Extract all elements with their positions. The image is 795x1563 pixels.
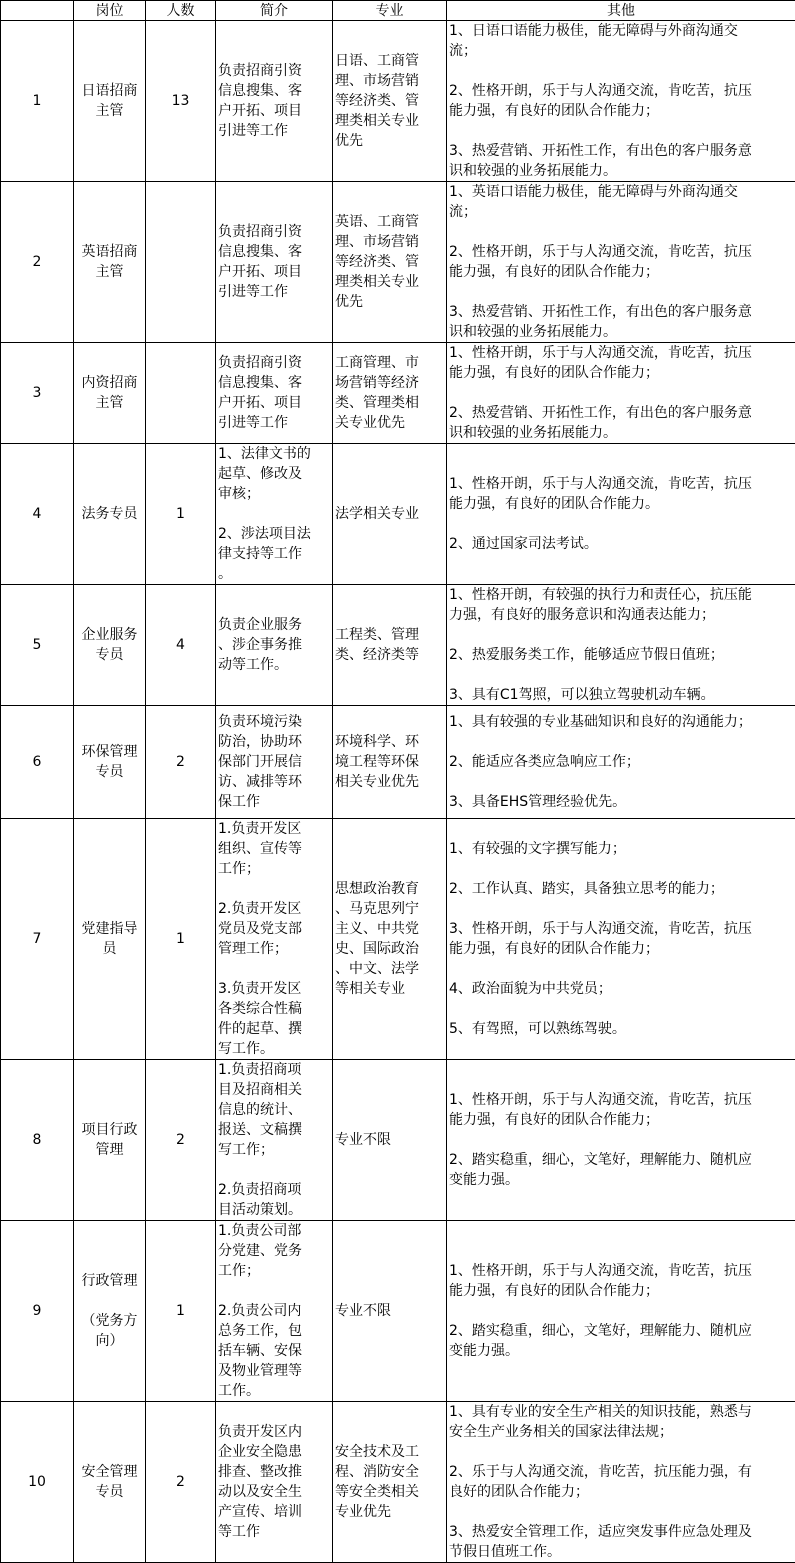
table-row bbox=[1, 1060, 795, 1221]
intro-text: 负责企业服务 、涉企事务推 动等工作。 bbox=[218, 615, 330, 675]
intro-text: 1.负责开发区 组织、宣传等 工作； 2.负责开发区 党员及党支部 管理工作； 3.负责开发区 各类综合性稿 件的起草、撰 写工作。 bbox=[218, 819, 330, 1059]
position-text: 英语招商 主管 bbox=[76, 242, 143, 282]
intro-cell bbox=[216, 343, 333, 444]
intro-cell bbox=[216, 585, 333, 706]
position-text: 日语招商 主管 bbox=[76, 81, 143, 121]
other-cell bbox=[447, 1402, 795, 1563]
intro-cell bbox=[216, 1402, 333, 1563]
major-text: 专业不限 bbox=[335, 1130, 444, 1150]
count-cell: 2 bbox=[146, 1402, 216, 1563]
position-text: 法务专员 bbox=[76, 504, 143, 524]
row-number: 6 bbox=[1, 706, 74, 819]
count-cell: 1 bbox=[146, 444, 216, 585]
position-text: 党建指导 员 bbox=[76, 919, 143, 959]
major-text: 思想政治教育 、马克思列宁 主义、中共党 史、国际政治 、中文、法学 等相关专业 bbox=[335, 879, 444, 999]
position-text: 安全管理 专员 bbox=[76, 1462, 143, 1502]
table-row bbox=[1, 1402, 795, 1563]
other-cell bbox=[447, 21, 795, 182]
intro-cell bbox=[216, 1060, 333, 1221]
major-text: 英语、工商管 理、市场营销 等经济类、管 理类相关专业 优先 bbox=[335, 212, 444, 312]
other-cell bbox=[447, 1060, 795, 1221]
major-cell bbox=[333, 1402, 447, 1563]
intro-cell bbox=[216, 819, 333, 1060]
major-cell bbox=[333, 343, 447, 444]
intro-text: 1、法律文书的 起草、修改及 审核； 2、涉法项目法 律支持等工作 。 bbox=[218, 444, 330, 584]
other-cell bbox=[447, 585, 795, 706]
table-row bbox=[1, 1221, 795, 1402]
intro-text: 负责招商引资 信息搜集、客 户开拓、项目 引进等工作 bbox=[218, 353, 330, 433]
other-cell bbox=[447, 1221, 795, 1402]
other-text: 1、性格开朗，乐于与人沟通交流，肯吃苦，抗压 能力强，有良好的团队合作能力； 2、踏实稳重，细心，文笔好，理解能力、随机应 变能力强。 bbox=[449, 1090, 793, 1190]
header-major: 专业 bbox=[333, 1, 447, 21]
row-number: 5 bbox=[1, 585, 74, 706]
row-number: 8 bbox=[1, 1060, 74, 1221]
major-text: 法学相关专业 bbox=[335, 504, 444, 524]
major-cell bbox=[333, 819, 447, 1060]
position-cell bbox=[74, 1060, 146, 1221]
count-cell: 1 bbox=[146, 1221, 216, 1402]
count-cell: 13 bbox=[146, 21, 216, 182]
intro-text: 负责开发区内 企业安全隐患 排查、整改推 动以及安全生 产宣传、培训 等工作 bbox=[218, 1422, 330, 1542]
position-cell bbox=[74, 1402, 146, 1563]
table-row bbox=[1, 585, 795, 706]
table-row bbox=[1, 819, 795, 1060]
position-cell bbox=[74, 1221, 146, 1402]
header-no bbox=[1, 1, 74, 21]
major-cell bbox=[333, 706, 447, 819]
intro-cell bbox=[216, 706, 333, 819]
header-other: 其他 bbox=[447, 1, 795, 21]
table-row bbox=[1, 706, 795, 819]
header-position: 岗位 bbox=[74, 1, 146, 21]
intro-cell bbox=[216, 444, 333, 585]
table-row bbox=[1, 444, 795, 585]
other-cell bbox=[447, 819, 795, 1060]
other-cell bbox=[447, 444, 795, 585]
intro-text: 负责招商引资 信息搜集、客 户开拓、项目 引进等工作 bbox=[218, 222, 330, 302]
major-cell bbox=[333, 585, 447, 706]
position-text: 行政管理 （党务方 向） bbox=[76, 1271, 143, 1351]
other-text: 1、性格开朗，乐于与人沟通交流，肯吃苦，抗压 能力强，有良好的团队合作能力。 2、通过国家司法考试。 bbox=[449, 474, 793, 554]
count-cell: 4 bbox=[146, 585, 216, 706]
major-cell bbox=[333, 444, 447, 585]
other-text: 1、性格开朗，乐于与人沟通交流，肯吃苦，抗压 能力强，有良好的团队合作能力； 2、踏实稳重，细心，文笔好，理解能力、随机应 变能力强。 bbox=[449, 1261, 793, 1361]
header-row bbox=[1, 1, 795, 21]
major-cell bbox=[333, 182, 447, 343]
position-text: 项目行政 管理 bbox=[76, 1120, 143, 1160]
position-cell bbox=[74, 343, 146, 444]
other-text: 1、性格开朗，乐于与人沟通交流，肯吃苦，抗压 能力强，有良好的团队合作能力； 2、热爱营销、开拓性工作，有出色的客户服务意 识和较强的业务拓展能力。 bbox=[449, 343, 793, 443]
position-cell bbox=[74, 444, 146, 585]
count-cell: 2 bbox=[146, 706, 216, 819]
position-cell bbox=[74, 819, 146, 1060]
header-intro: 简介 bbox=[216, 1, 333, 21]
intro-cell bbox=[216, 182, 333, 343]
other-cell bbox=[447, 182, 795, 343]
row-number: 10 bbox=[1, 1402, 74, 1563]
intro-text: 1.负责公司部 分党建、党务 工作； 2.负责公司内 总务工作，包 括车辆、安保 及物业管理等 工作。 bbox=[218, 1221, 330, 1401]
count-cell: 2 bbox=[146, 1060, 216, 1221]
position-text: 环保管理 专员 bbox=[76, 742, 143, 782]
other-text: 1、英语口语能力极佳，能无障碍与外商沟通交 流； 2、性格开朗，乐于与人沟通交流，肯吃苦，抗压 能力强，有良好的团队合作能力； 3、热爱营销、开拓性工作，有出色的客户服务意 识和较强的业务拓展能力。 bbox=[449, 182, 793, 342]
other-text: 1、具有较强的专业基础知识和良好的沟通能力； 2、能适应各类应急响应工作； 3、具备EHS管理经验优先。 bbox=[449, 712, 793, 812]
major-text: 日语、工商管 理、市场营销 等经济类、管 理类相关专业 优先 bbox=[335, 51, 444, 151]
major-cell bbox=[333, 21, 447, 182]
intro-text: 1.负责招商项 目及招商相关 信息的统计、 报送、文稿撰 写工作； 2.负责招商项 目活动策划。 bbox=[218, 1060, 330, 1220]
major-text: 专业不限 bbox=[335, 1301, 444, 1321]
table-row bbox=[1, 21, 795, 182]
table-row bbox=[1, 182, 795, 343]
major-text: 环境科学、环 境工程等环保 相关专业优先 bbox=[335, 732, 444, 792]
row-number: 9 bbox=[1, 1221, 74, 1402]
table-row bbox=[1, 343, 795, 444]
position-cell bbox=[74, 706, 146, 819]
row-number: 3 bbox=[1, 343, 74, 444]
position-text: 企业服务 专员 bbox=[76, 625, 143, 665]
row-number: 1 bbox=[1, 21, 74, 182]
major-cell bbox=[333, 1221, 447, 1402]
count-cell: 1 bbox=[146, 819, 216, 1060]
header-count: 人数 bbox=[146, 1, 216, 21]
intro-text: 负责招商引资 信息搜集、客 户开拓、项目 引进等工作 bbox=[218, 61, 330, 141]
intro-cell bbox=[216, 1221, 333, 1402]
position-cell bbox=[74, 182, 146, 343]
other-text: 1、有较强的文字撰写能力； 2、工作认真、踏实，具备独立思考的能力； 3、性格开朗，乐于与人沟通交流，肯吃苦，抗压 能力强，有良好的团队合作能力； 4、政治面貌为中共党员； 5、有驾照，可以熟练驾驶。 bbox=[449, 839, 793, 1039]
major-text: 工商管理、市 场营销等经济 类、管理类相 关专业优先 bbox=[335, 353, 444, 433]
row-number: 7 bbox=[1, 819, 74, 1060]
row-number: 4 bbox=[1, 444, 74, 585]
other-text: 1、具有专业的安全生产相关的知识技能，熟悉与 安全生产业务相关的国家法律法规； 2、乐于与人沟通交流，肯吃苦，抗压能力强，有 良好的团队合作能力； 3、热爱安全管理工作，适应突发事件应急处理及 节假日值班工作。 bbox=[449, 1402, 793, 1562]
intro-cell bbox=[216, 21, 333, 182]
major-text: 安全技术及工 程、消防安全 等安全类相关 专业优先 bbox=[335, 1442, 444, 1522]
major-text: 工程类、管理 类、经济类等 bbox=[335, 625, 444, 665]
other-cell bbox=[447, 706, 795, 819]
position-cell bbox=[74, 21, 146, 182]
position-cell bbox=[74, 585, 146, 706]
intro-text: 负责环境污染 防治，协助环 保部门开展信 访、减排等环 保工作 bbox=[218, 712, 330, 812]
row-number: 2 bbox=[1, 182, 74, 343]
count-cell bbox=[146, 182, 216, 343]
major-cell bbox=[333, 1060, 447, 1221]
position-text: 内资招商 主管 bbox=[76, 373, 143, 413]
other-text: 1、日语口语能力极佳，能无障碍与外商沟通交 流； 2、性格开朗，乐于与人沟通交流，肯吃苦，抗压 能力强，有良好的团队合作能力； 3、热爱营销、开拓性工作，有出色的客户服务意 识和较强的业务拓展能力。 bbox=[449, 21, 793, 181]
other-cell bbox=[447, 343, 795, 444]
other-text: 1、性格开朗，有较强的执行力和责任心，抗压能 力强，有良好的服务意识和沟通表达能力； 2、热爱服务类工作，能够适应节假日值班； 3、具有C1驾照，可以独立驾驶机动车辆。 bbox=[449, 585, 793, 705]
count-cell bbox=[146, 343, 216, 444]
